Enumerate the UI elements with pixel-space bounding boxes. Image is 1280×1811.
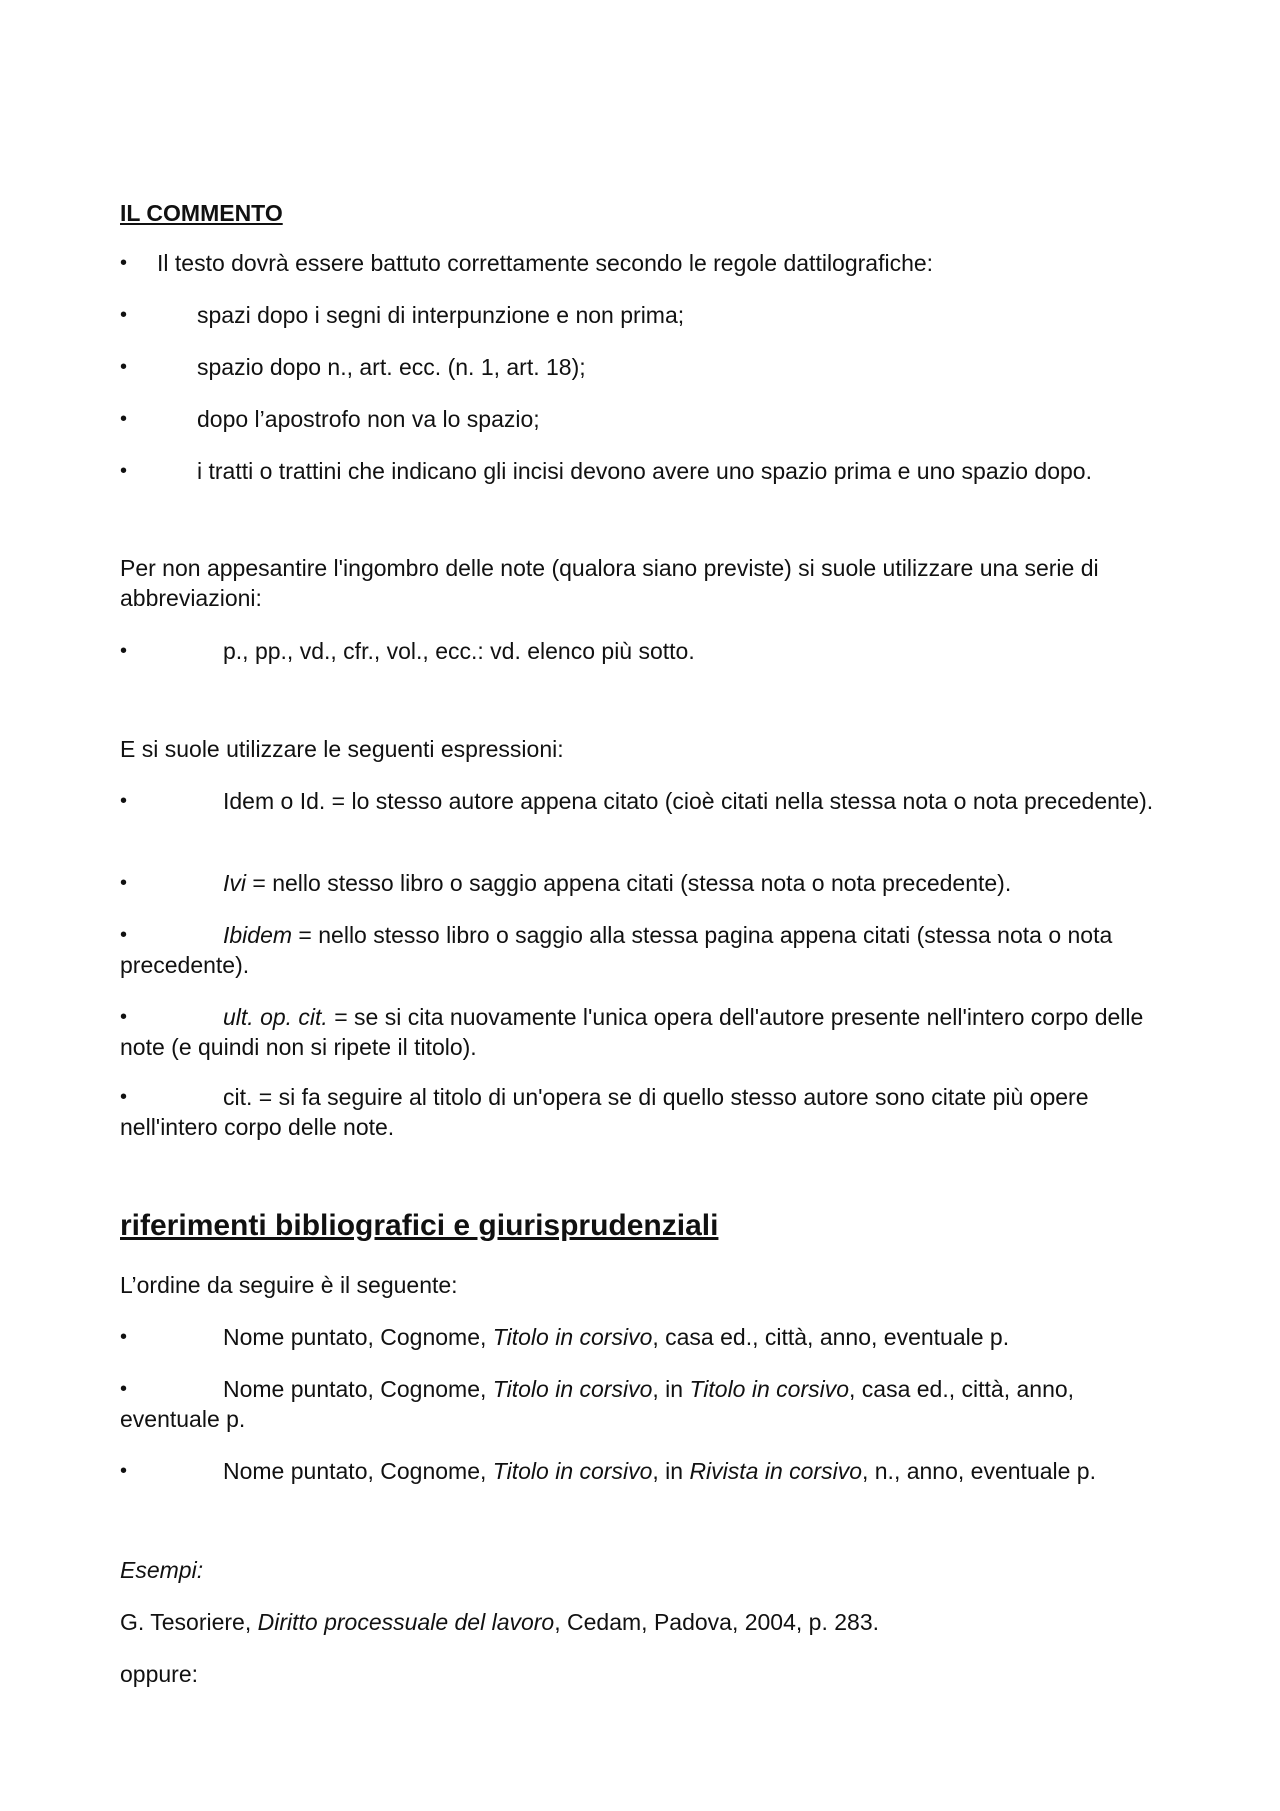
list-item-text: cit. = si fa seguire al titolo di un'opera se di quello stesso autore sono citate più opere nell'intero corpo delle note. (120, 1084, 1089, 1140)
bullet-icon: • (120, 1460, 128, 1482)
list-item-text (120, 1374, 1160, 1434)
bullet-icon: • (120, 1006, 128, 1028)
format-italic: Titolo in corsivo (492, 1458, 653, 1484)
list-item-rule (120, 300, 1160, 330)
abbreviations-paragraph: Per non appesantire l'ingombro delle note (qualora siano previste) si suole utilizzare una serie di abbreviazioni: (120, 555, 1099, 611)
list-item-cit (120, 1082, 1160, 1142)
list-item-format (120, 1322, 1160, 1352)
list-item-text: dopo l’apostrofo non va lo spazio; (197, 406, 540, 432)
examples-label-text: Esempi: (120, 1557, 204, 1583)
oppure-text: oppure: (120, 1661, 199, 1687)
list-item-idem (120, 786, 1160, 816)
format-italic: Rivista in corsivo (689, 1458, 862, 1484)
examples-label (120, 1555, 1160, 1585)
section-title-commento: IL COMMENTO (120, 200, 283, 226)
list-item-text (120, 868, 1160, 898)
format-italic: Titolo in corsivo (689, 1376, 850, 1402)
list-item-text: spazi dopo i segni di interpunzione e non prima; (197, 302, 685, 328)
term-definition: = nello stesso libro o saggio alla stessa pagina appena citati (stessa nota o nota precedente). (120, 922, 1113, 978)
section-title-riferimenti: riferimenti bibliografici e giurisprudenziali (120, 1209, 719, 1242)
format-part: , casa ed., città, anno, eventuale p. (652, 1324, 1010, 1350)
format-italic: Titolo in corsivo (492, 1324, 653, 1350)
list-item-text (120, 1002, 1160, 1062)
bullet-icon: • (120, 1378, 128, 1400)
list-item-text (120, 920, 1160, 980)
list-item-rule (120, 404, 1160, 434)
list-item-rule (120, 456, 1160, 486)
bullet-icon: • (120, 252, 128, 274)
format-part: , in (652, 1458, 690, 1484)
bullet-icon: • (120, 924, 128, 946)
bullet-icon: • (120, 790, 128, 812)
format-part: , in (652, 1376, 690, 1402)
bullet-icon: • (120, 1086, 128, 1108)
bullet-icon: • (120, 1326, 128, 1348)
list-item-abbrev (120, 636, 1160, 666)
list-item-text: p., pp., vd., cfr., vol., ecc.: vd. elenco più sotto. (223, 638, 695, 664)
list-item-ibidem (120, 920, 1160, 980)
list-item-intro (120, 248, 1160, 278)
format-part: Nome puntato, Cognome, (223, 1376, 493, 1402)
list-item-text: Idem o Id. = lo stesso autore appena citato (cioè citati nella stessa nota o nota precedente). (223, 788, 1154, 814)
list-item-text: i tratti o trattini che indicano gli incisi devono avere uno spazio prima e uno spazio dopo. (197, 458, 1092, 484)
list-item-text (120, 1322, 1160, 1352)
bullet-icon: • (120, 640, 128, 662)
list-item-ult-op-cit (120, 1002, 1160, 1062)
bullet-icon: • (120, 872, 128, 894)
expressions-paragraph: E si suole utilizzare le seguenti espressioni: (120, 736, 564, 762)
list-item-format (120, 1374, 1160, 1434)
term-definition: = se si cita nuovamente l'unica opera dell'autore presente nell'intero corpo delle note (e quindi non si ripete il titolo). (120, 1004, 1144, 1060)
list-item-text (120, 1456, 1160, 1486)
list-item-text: spazio dopo n., art. ecc. (n. 1, art. 18); (197, 354, 586, 380)
list-item-ivi (120, 868, 1160, 898)
term-definition: = nello stesso libro o saggio appena citati (stessa nota o nota precedente). (246, 870, 1012, 896)
list-item-rule (120, 352, 1160, 382)
term-italic: ult. op. cit. (223, 1004, 328, 1030)
bullet-icon: • (120, 304, 128, 326)
list-item-format (120, 1456, 1160, 1486)
term-italic: Ivi (223, 870, 246, 896)
format-part: Nome puntato, Cognome, (223, 1324, 493, 1350)
format-part: , casa ed., città, anno, eventuale p. (120, 1376, 1075, 1432)
bullet-icon: • (120, 408, 128, 430)
bullet-icon: • (120, 460, 128, 482)
order-paragraph: L’ordine da seguire è il seguente: (120, 1272, 458, 1298)
format-part: , n., anno, eventuale p. (861, 1458, 1096, 1484)
list-item-text: Il testo dovrà essere battuto correttamente secondo le regole dattilografiche: (157, 250, 934, 276)
citation-part: , Cedam, Padova, 2004, p. 283. (554, 1609, 880, 1635)
example-citation (120, 1607, 1160, 1637)
bullet-icon: • (120, 356, 128, 378)
citation-part: G. Tesoriere, (120, 1609, 258, 1635)
format-italic: Titolo in corsivo (492, 1376, 653, 1402)
format-part: Nome puntato, Cognome, (223, 1458, 493, 1484)
term-italic: Ibidem (223, 922, 293, 948)
citation-italic: Diritto processuale del lavoro (257, 1609, 555, 1635)
